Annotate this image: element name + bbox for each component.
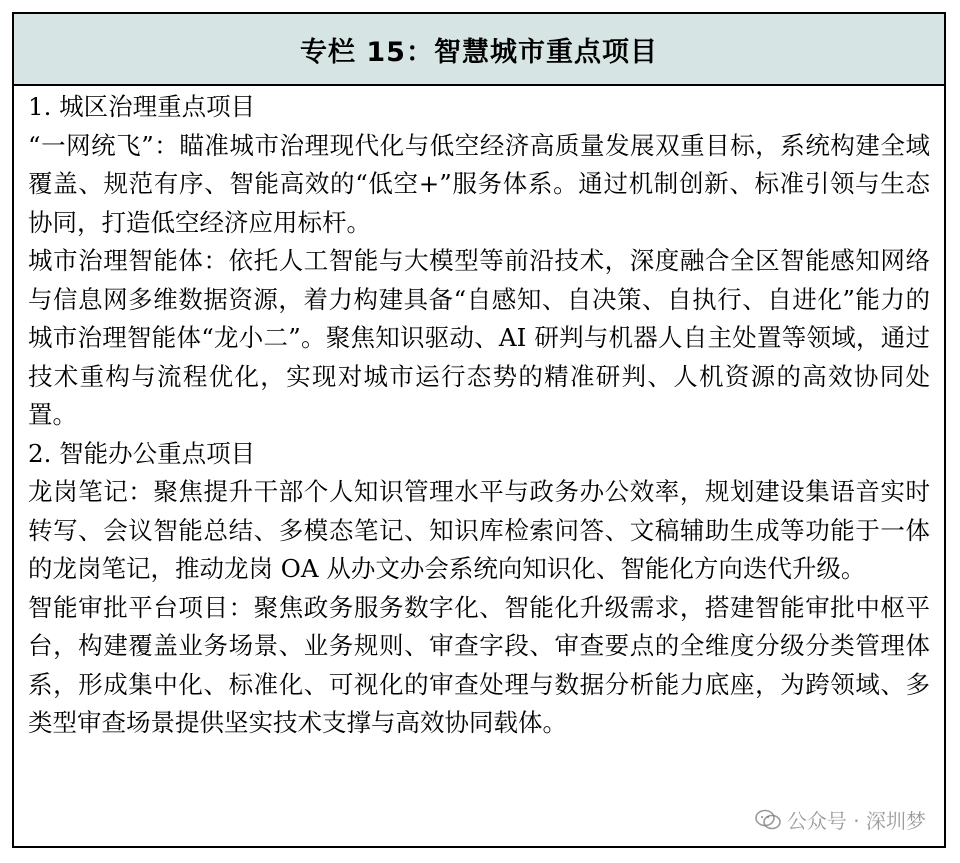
wechat-icon: [755, 809, 781, 831]
section-1-paragraph-1: “一网统飞”：瞄准城市治理现代化与低空经济高质量发展双重目标，系统构建全域覆盖、规范有序、智能高效的“低空+”服务体系。通过机制创新、标准引领与生态协同，打造低空经济应用标杆。: [28, 130, 930, 237]
section-1-heading: 1. 城区治理重点项目: [28, 92, 256, 121]
section-2-paragraph-1: 龙岗笔记：聚焦提升干部个人知识管理水平与政务办公效率，规划建设集语音实时转写、会议智能总结、多模态笔记、知识库检索问答、文稿辅助生成等功能于一体的龙岗笔记，推动龙岗 OA 从办文办会系统向知识化、智能化方向迭代升级。: [28, 477, 930, 583]
section-2-heading: 2. 智能办公重点项目: [28, 438, 256, 468]
column-content: [28, 88, 930, 743]
watermark-text: 公众号 · 深圳梦: [786, 809, 926, 833]
column-title: 专栏 15：智慧城市重点项目: [14, 14, 944, 86]
section-1-paragraph-2: 城市治理智能体：依托人工智能与大模型等前沿技术，深度融合全区智能感知网络与信息网多维数据资源，着力构建具备“自感知、自决策、自执行、自进化”能力的城市治理智能体“龙小二”。聚焦知识驱动、AI 研判与机器人自主处置等领域，通过技术重构与流程优化，实现对城市运行态势的精准研判、人机资源的高效协同处置。: [28, 246, 930, 429]
watermark: [755, 805, 926, 834]
column-box: [12, 12, 946, 848]
section-2-paragraph-2: 智能审批平台项目：聚焦政务服务数字化、智能化升级需求，搭建智能审批中枢平台，构建覆盖业务场景、业务规则、审查字段、审查要点的全维度分级分类管理体系，形成集中化、标准化、可视化的审查处理与数据分析能力底座，为跨领域、多类型审查场景提供坚实技术支撑与高效协同载体。: [28, 592, 930, 737]
